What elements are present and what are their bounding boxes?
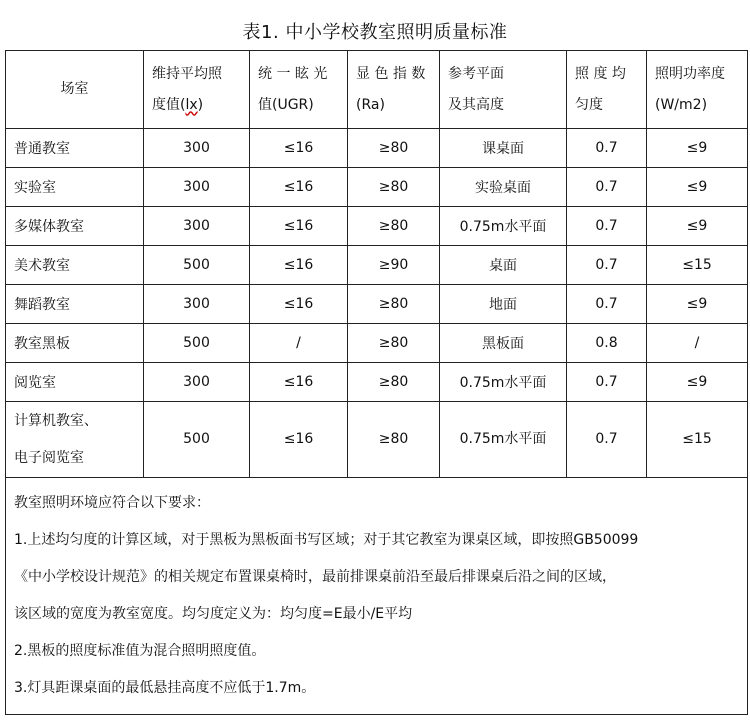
- cell-room: 教室黑板: [6, 324, 144, 363]
- cell-ugr: ≤16: [250, 168, 348, 207]
- cell-lux: 300: [144, 285, 250, 324]
- cell-ugr: ≤16: [250, 363, 348, 402]
- cell-ra: ≥80: [348, 207, 440, 246]
- cell-uniformity: 0.8: [567, 324, 647, 363]
- cell-lux: 300: [144, 168, 250, 207]
- cell-plane: 课桌面: [440, 129, 567, 168]
- header-ugr: 统 一 眩 光 值(UGR): [250, 51, 348, 129]
- table-row: [6, 168, 748, 207]
- cell-power: ≤15: [647, 246, 748, 285]
- cell-power: ≤15: [647, 402, 748, 478]
- header-reference-plane: 参考平面 及其高度: [440, 51, 567, 129]
- cell-uniformity: 0.7: [567, 207, 647, 246]
- cell-ugr: ≤16: [250, 129, 348, 168]
- table-row: [6, 129, 748, 168]
- header-row: [6, 51, 748, 129]
- cell-lux: 500: [144, 324, 250, 363]
- cell-ra: ≥80: [348, 402, 440, 478]
- cell-ra: ≥80: [348, 168, 440, 207]
- cell-plane: 黑板面: [440, 324, 567, 363]
- cell-room: 实验室: [6, 168, 144, 207]
- header-power-density: 照明功率度 (W/m2): [647, 51, 748, 129]
- cell-plane: 0.75m水平面: [440, 207, 567, 246]
- cell-room: 计算机教室、 电子阅览室: [6, 402, 144, 478]
- cell-lux: 500: [144, 402, 250, 478]
- cell-ra: ≥80: [348, 363, 440, 402]
- cell-power: /: [647, 324, 748, 363]
- cell-plane: 桌面: [440, 246, 567, 285]
- table-row: [6, 402, 748, 478]
- cell-ra: ≥80: [348, 129, 440, 168]
- table-row: [6, 207, 748, 246]
- header-ra: 显 色 指 数 (Ra): [348, 51, 440, 129]
- note-3: 3.灯具距课桌面的最低悬挂高度不应低于1.7m。: [14, 680, 316, 696]
- notes-row: [6, 478, 748, 715]
- table-row: [6, 324, 748, 363]
- cell-uniformity: 0.7: [567, 363, 647, 402]
- table-title: 表1. 中小学校教室照明质量标准: [242, 22, 508, 43]
- cell-ugr: ≤16: [250, 207, 348, 246]
- cell-power: ≤9: [647, 363, 748, 402]
- lighting-standards-table: [5, 50, 748, 715]
- cell-room: 阅览室: [6, 363, 144, 402]
- cell-lux: 300: [144, 363, 250, 402]
- cell-ra: ≥80: [348, 324, 440, 363]
- cell-uniformity: 0.7: [567, 129, 647, 168]
- header-maintained-illuminance: 维持平均照 度值(lx): [144, 51, 250, 129]
- cell-room: 舞蹈教室: [6, 285, 144, 324]
- table-row: [6, 285, 748, 324]
- cell-power: ≤9: [647, 168, 748, 207]
- cell-ugr: ≤16: [250, 402, 348, 478]
- cell-plane: 地面: [440, 285, 567, 324]
- notes-cell: [6, 478, 748, 715]
- cell-room: 美术教室: [6, 246, 144, 285]
- note-1-line-1: 1.上述均匀度的计算区域，对于黑板为黑板面书写区域；对于其它教室为课桌区域，即按照GB50099: [14, 532, 639, 548]
- cell-plane: 0.75m水平面: [440, 363, 567, 402]
- cell-ugr: ≤16: [250, 246, 348, 285]
- cell-lux: 500: [144, 246, 250, 285]
- cell-uniformity: 0.7: [567, 285, 647, 324]
- cell-ra: ≥90: [348, 246, 440, 285]
- cell-uniformity: 0.7: [567, 246, 647, 285]
- note-1-line-2: 《中小学校设计规范》的相关规定布置课桌椅时，最前排课桌前沿至最后排课桌后沿之间的区域，: [14, 569, 616, 585]
- table-row: [6, 246, 748, 285]
- cell-room: 多媒体教室: [6, 207, 144, 246]
- cell-power: ≤9: [647, 129, 748, 168]
- cell-room: 普通教室: [6, 129, 144, 168]
- cell-power: ≤9: [647, 285, 748, 324]
- cell-uniformity: 0.7: [567, 402, 647, 478]
- notes-intro: 教室照明环境应符合以下要求：: [14, 495, 210, 511]
- note-2: 2.黑板的照度标准值为混合照明照度值。: [14, 643, 266, 659]
- cell-ra: ≥80: [348, 285, 440, 324]
- cell-uniformity: 0.7: [567, 168, 647, 207]
- cell-power: ≤9: [647, 207, 748, 246]
- header-room: 场室: [6, 51, 144, 129]
- table-row: [6, 363, 748, 402]
- cell-lux: 300: [144, 207, 250, 246]
- cell-lux: 300: [144, 129, 250, 168]
- cell-plane: 0.75m水平面: [440, 402, 567, 478]
- cell-ugr: /: [250, 324, 348, 363]
- cell-ugr: ≤16: [250, 285, 348, 324]
- cell-plane: 实验桌面: [440, 168, 567, 207]
- note-1-line-3: 该区域的宽度为教室宽度。均匀度定义为：均匀度=E最小/E平均: [14, 606, 413, 622]
- header-uniformity: 照 度 均 匀度: [567, 51, 647, 129]
